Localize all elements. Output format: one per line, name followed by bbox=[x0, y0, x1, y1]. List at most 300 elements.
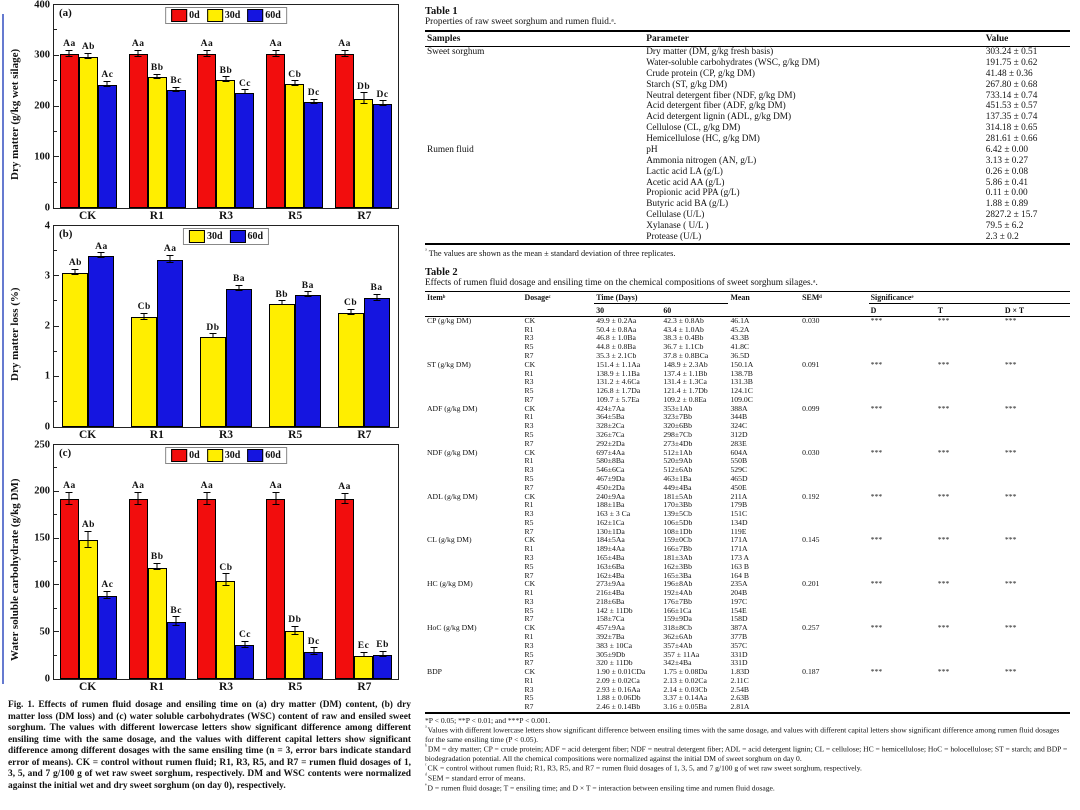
table2-cell bbox=[869, 598, 936, 607]
panel-letter-c: (c) bbox=[59, 447, 72, 459]
table2-cell bbox=[936, 633, 1003, 642]
legend-swatch bbox=[207, 9, 223, 22]
significance-letter: Eb bbox=[376, 640, 389, 651]
table2-cell bbox=[425, 475, 523, 484]
table1-cell bbox=[425, 156, 644, 167]
y-axis-label: Dry matter loss (%) bbox=[9, 287, 21, 382]
bar-group bbox=[123, 445, 192, 679]
chart-dm-loss bbox=[8, 219, 415, 444]
table2-cell: 0.187 bbox=[802, 668, 820, 677]
y-tick-label: 150 bbox=[34, 532, 50, 544]
table2-cell bbox=[869, 334, 936, 343]
table2-cell bbox=[869, 554, 936, 563]
table2-cell bbox=[936, 326, 1003, 335]
table2-row bbox=[425, 694, 1070, 703]
table2-cell bbox=[425, 387, 523, 396]
bar-60d bbox=[226, 289, 252, 427]
table2-cell: 357C bbox=[730, 641, 748, 650]
table2-cell: R5 bbox=[524, 606, 534, 615]
table2-cell: 158±7Ca bbox=[596, 615, 625, 624]
table2-cell bbox=[425, 343, 523, 352]
table2-cell bbox=[800, 413, 869, 422]
table2-cell: 36.7 ± 1.1Cb bbox=[663, 343, 704, 352]
table2-cell: 383 ± 10Ca bbox=[596, 641, 633, 650]
table1-cell: Sweet sorghum bbox=[427, 47, 485, 57]
table2-cell bbox=[936, 501, 1003, 510]
table1-cell: Water-soluble carbohydrates (WSC, g/kg DM) bbox=[646, 57, 820, 68]
footnote-marker: ᵉ bbox=[425, 782, 427, 789]
table1-cell bbox=[425, 69, 644, 80]
table1-cell: Dry matter (DM, g/kg fresh basis) bbox=[646, 47, 774, 57]
bar-60d bbox=[295, 295, 321, 427]
significance-letter: Dc bbox=[376, 89, 389, 100]
table2-header-dxt: D × T bbox=[1003, 304, 1070, 317]
table2-cell: 424±7Aa bbox=[596, 404, 625, 413]
table2-cell: 529C bbox=[730, 466, 748, 475]
table2-row bbox=[425, 501, 1070, 510]
y-tick-label: 300 bbox=[34, 49, 50, 61]
table1-cell: Protease (U/L) bbox=[646, 231, 702, 242]
table2-cell bbox=[425, 615, 523, 624]
table2-cell bbox=[869, 519, 936, 528]
table2-cell bbox=[936, 475, 1003, 484]
table2-cell bbox=[1003, 677, 1070, 686]
legend-swatch bbox=[171, 449, 187, 462]
table2-cell bbox=[936, 598, 1003, 607]
table1-cell: 267.80 ± 0.68 bbox=[985, 79, 1038, 90]
error-bar bbox=[310, 647, 317, 655]
bar-0d bbox=[335, 54, 354, 208]
error-bar bbox=[72, 269, 79, 275]
legend bbox=[165, 447, 287, 464]
table2-cell bbox=[936, 519, 1003, 528]
bar-60d bbox=[98, 596, 117, 679]
table2-cell: 467±9Da bbox=[596, 474, 625, 483]
table1-cell: Propionic acid PPA (g/L) bbox=[646, 188, 740, 199]
table2-cell: 235A bbox=[730, 580, 748, 589]
table2-cell bbox=[1003, 651, 1070, 660]
table2-cell bbox=[936, 554, 1003, 563]
table2-row bbox=[425, 457, 1070, 466]
error-bar bbox=[379, 100, 386, 105]
table2-cell bbox=[1003, 326, 1070, 335]
table2-cell bbox=[800, 607, 869, 616]
table2-cell: 357±4Ab bbox=[663, 641, 693, 650]
table1-row bbox=[425, 112, 1070, 123]
table2-cell: 176±7Bb bbox=[663, 597, 692, 606]
table1-cell bbox=[425, 58, 644, 69]
table1-cell: 0.11 ± 0.00 bbox=[985, 188, 1028, 199]
table2-cell: 377B bbox=[730, 633, 748, 641]
table2-cell: 3.37 ± 0.14Aa bbox=[663, 694, 708, 703]
table2-cell bbox=[869, 677, 936, 686]
table2-cell bbox=[425, 334, 523, 343]
table2-row bbox=[425, 615, 1070, 624]
table2-cell: 450±2Da bbox=[596, 483, 625, 492]
y-tick-label: 1 bbox=[44, 370, 50, 382]
significance-letter: Aa bbox=[131, 39, 145, 50]
chart-dry-matter bbox=[8, 0, 415, 225]
error-bar bbox=[373, 294, 380, 301]
y-tick-label: 0 bbox=[44, 672, 50, 684]
table1-cell: Neutral detergent fiber (NDF, g/kg DM) bbox=[646, 90, 796, 101]
legend-swatch bbox=[207, 449, 223, 462]
table2-cell: 163 B bbox=[730, 562, 750, 571]
table2-cell bbox=[869, 370, 936, 379]
table2-cell: 2.13 ± 0.02Ca bbox=[663, 676, 707, 685]
table2-cell: 0.030 bbox=[802, 316, 820, 325]
table2-row bbox=[425, 361, 1070, 370]
table2-cell: CK bbox=[524, 448, 536, 457]
table2-row bbox=[425, 396, 1070, 405]
legend-entry bbox=[247, 449, 281, 462]
table2-cell bbox=[869, 633, 936, 642]
legend-swatch bbox=[189, 230, 205, 243]
table2-cell bbox=[1003, 370, 1070, 379]
bar-group bbox=[54, 5, 123, 208]
table2-row bbox=[425, 370, 1070, 379]
table2-label: Table 2 bbox=[425, 266, 458, 278]
significance-letter: Aa bbox=[269, 481, 283, 492]
table2-cell: R7 bbox=[524, 395, 534, 404]
table2-cell: R5 bbox=[524, 431, 534, 440]
table2-row bbox=[425, 703, 1070, 713]
table2-cell: 450E bbox=[730, 483, 747, 492]
x-tick-label: R7 bbox=[357, 429, 372, 441]
legend-label: 30d bbox=[224, 450, 241, 461]
table2-cell bbox=[936, 484, 1003, 493]
table2-cell: R3 bbox=[524, 466, 534, 475]
table2-cell: 0.257 bbox=[802, 624, 820, 633]
panel-letter-a: (a) bbox=[59, 7, 72, 19]
bar-30d bbox=[354, 656, 373, 679]
table2 bbox=[425, 291, 1070, 714]
x-tick-label: R5 bbox=[288, 681, 303, 693]
table2-row bbox=[425, 572, 1070, 581]
table2-cell bbox=[869, 466, 936, 475]
table2-cell: 3.16 ± 0.05Ba bbox=[663, 703, 707, 712]
table2-footnote bbox=[425, 716, 1070, 725]
table1-row bbox=[425, 210, 1070, 221]
error-bar bbox=[85, 53, 92, 59]
bar-slot bbox=[373, 5, 392, 208]
table2-cell: R3 bbox=[524, 553, 534, 562]
table2-cell: CK bbox=[524, 360, 536, 369]
table2-cell: *** bbox=[1004, 536, 1017, 545]
table2-cell bbox=[800, 694, 869, 703]
table1-row bbox=[425, 232, 1070, 244]
table2-header-60: 60 bbox=[661, 304, 728, 317]
table2-cell: 196±8Ab bbox=[663, 580, 693, 589]
significance-letter: Dc bbox=[307, 636, 320, 647]
y-tick-label: 200 bbox=[34, 100, 50, 112]
table2-cell bbox=[936, 396, 1003, 405]
bar-group bbox=[123, 5, 192, 208]
table2-cell bbox=[869, 545, 936, 554]
table2-cell bbox=[425, 694, 523, 703]
table2-header-time: Time (Days) bbox=[594, 291, 728, 304]
significance-letter: Aa bbox=[338, 39, 351, 50]
x-tick-label: R1 bbox=[149, 681, 164, 693]
table2-cell bbox=[800, 554, 869, 563]
table2-cell: 463±1Ba bbox=[663, 474, 692, 483]
table2-cell: 142 ± 11Db bbox=[596, 606, 633, 615]
bar-60d bbox=[235, 645, 254, 679]
table2-cell bbox=[425, 659, 523, 668]
table2-cell bbox=[1003, 413, 1070, 422]
table2-cell: *** bbox=[937, 492, 950, 501]
table1-cell: Hemicellulose (HC, g/kg DM) bbox=[646, 134, 760, 144]
table2-cell: 181±5Ab bbox=[663, 492, 693, 501]
bar-slot bbox=[98, 445, 117, 679]
bar-slot bbox=[197, 5, 216, 208]
table1-cell: 2.3 ± 0.2 bbox=[985, 231, 1019, 242]
table2-cell: 0.145 bbox=[802, 536, 820, 545]
table2-cell: 134D bbox=[730, 518, 748, 527]
table2-cell bbox=[1003, 633, 1070, 642]
table1-cell bbox=[425, 210, 644, 221]
table2-footnote bbox=[425, 763, 1070, 773]
table2-cell bbox=[800, 651, 869, 660]
table1-cell: 5.86 ± 0.41 bbox=[985, 177, 1029, 188]
table2-cell bbox=[800, 431, 869, 440]
table1-header-value: Value bbox=[984, 31, 1070, 47]
table2-cell bbox=[936, 686, 1003, 695]
bar-group bbox=[260, 445, 329, 679]
table2-cell: 119E bbox=[730, 527, 747, 536]
table2-cell: 42.3 ± 0.8Ab bbox=[663, 316, 704, 325]
bar-30d bbox=[269, 304, 295, 427]
legend-entry bbox=[207, 449, 241, 462]
table2-cell bbox=[425, 326, 523, 335]
table2-cell: 364±5Ba bbox=[596, 413, 625, 422]
table2-row bbox=[425, 449, 1070, 458]
significance-letter: Dc bbox=[307, 88, 320, 99]
error-bar bbox=[98, 252, 105, 258]
table2-cell bbox=[800, 396, 869, 405]
significance-letter: Cc bbox=[238, 630, 252, 640]
table2-cell: *** bbox=[937, 580, 950, 589]
table2-row bbox=[425, 545, 1070, 554]
significance-letter: Cb bbox=[137, 302, 151, 313]
table2-row bbox=[425, 659, 1070, 668]
table1-cell: Acetic acid AA (g/L) bbox=[646, 177, 725, 188]
table2-cell: 131.3B bbox=[730, 378, 753, 387]
bar-slot bbox=[335, 445, 354, 679]
table2-cell: CK bbox=[524, 316, 536, 325]
table2-cell bbox=[425, 370, 523, 379]
table2-cell bbox=[936, 378, 1003, 387]
error-bar bbox=[167, 255, 174, 263]
table2-cell bbox=[869, 615, 936, 624]
table2-cell bbox=[800, 659, 869, 668]
bar-slot bbox=[167, 5, 186, 208]
table2-row bbox=[425, 668, 1070, 677]
table2-cell bbox=[936, 607, 1003, 616]
table2-cell bbox=[800, 686, 869, 695]
table2-cell bbox=[869, 501, 936, 510]
x-tick-label: R1 bbox=[149, 429, 164, 441]
table2-cell: CL (g/kg DM) bbox=[427, 536, 472, 545]
table2-cell: CK bbox=[524, 624, 536, 633]
table2-cell bbox=[425, 598, 523, 607]
table1-row bbox=[425, 58, 1070, 69]
table1-cell: 733.14 ± 0.74 bbox=[985, 90, 1038, 101]
table2-cell: 159±9Da bbox=[663, 615, 692, 624]
significance-letter: Bc bbox=[170, 605, 182, 616]
table2-cell: 166±7Bb bbox=[663, 545, 692, 554]
table2-cell bbox=[936, 431, 1003, 440]
table2-cell: R5 bbox=[524, 518, 534, 527]
y-tick-label: 400 bbox=[34, 0, 50, 10]
table2-cell bbox=[425, 378, 523, 387]
table2-cell: 298±7Cb bbox=[663, 431, 692, 440]
table2-cell: *** bbox=[937, 624, 950, 633]
table2-cell: ADL (g/kg DM) bbox=[427, 492, 478, 501]
table2-cell: 171A bbox=[730, 545, 748, 554]
bar-30d bbox=[354, 99, 373, 208]
table1-row bbox=[425, 69, 1070, 80]
table2-cell: 44.8 ± 0.8Ba bbox=[596, 343, 636, 352]
significance-letter: Aa bbox=[269, 39, 283, 50]
table1-cell: 137.35 ± 0.74 bbox=[985, 112, 1038, 123]
x-tick-label: R3 bbox=[218, 429, 234, 441]
table1-cell: Starch (ST, g/kg DM) bbox=[646, 79, 728, 90]
bar-slot bbox=[129, 445, 148, 679]
table2-cell bbox=[800, 677, 869, 686]
table2-cell: 273±4Db bbox=[663, 439, 693, 448]
bar-slot bbox=[79, 445, 98, 679]
table2-cell: 45.2A bbox=[730, 325, 750, 334]
legend bbox=[183, 228, 269, 245]
table2-row bbox=[425, 405, 1070, 414]
table1-cell: 303.24 ± 0.51 bbox=[985, 47, 1038, 57]
table2-cell: R7 bbox=[524, 439, 534, 448]
table2-cell bbox=[800, 352, 869, 361]
table2-cell: R7 bbox=[524, 571, 534, 580]
table1-cell: Acid detergent fiber (ADF, g/kg DM) bbox=[646, 101, 786, 112]
significance-letter: Aa bbox=[200, 39, 214, 50]
x-tick-label: CK bbox=[78, 681, 97, 693]
table2-cell: R3 bbox=[524, 422, 534, 431]
table2-cell bbox=[425, 677, 523, 686]
bar-30d bbox=[216, 581, 235, 679]
table2-footnote bbox=[425, 773, 1070, 783]
bar-30d bbox=[79, 540, 98, 679]
significance-letter: Cb bbox=[219, 562, 233, 573]
bar-0d bbox=[266, 499, 285, 679]
bar-60d bbox=[373, 655, 392, 679]
bar-slot bbox=[88, 226, 114, 427]
x-axis-labels-c bbox=[53, 680, 399, 696]
table2-cell bbox=[936, 370, 1003, 379]
table2-cell bbox=[936, 572, 1003, 581]
table2-cell bbox=[425, 440, 523, 449]
significance-letter: Aa bbox=[63, 39, 76, 50]
table1-row bbox=[425, 123, 1070, 134]
legend-swatch bbox=[171, 9, 187, 22]
table2-cell bbox=[936, 466, 1003, 475]
table2-cell bbox=[800, 510, 869, 519]
table2-cell: 512±6Ab bbox=[663, 466, 693, 475]
error-bar bbox=[222, 76, 229, 82]
footnote-marker: ᵃ bbox=[425, 725, 427, 732]
table2-cell: 604A bbox=[730, 448, 748, 457]
bar-slot bbox=[60, 5, 79, 208]
table2-cell: R5 bbox=[524, 694, 534, 703]
bar-slot bbox=[235, 445, 254, 679]
bar-30d bbox=[216, 80, 235, 208]
legend-label: 0d bbox=[189, 10, 200, 21]
table2-cell bbox=[1003, 589, 1070, 598]
table2-cell: 126.8 ± 1.7Da bbox=[596, 387, 641, 396]
table2-cell: 344B bbox=[730, 413, 748, 422]
error-bar bbox=[104, 81, 111, 87]
table2-cell: 150.1A bbox=[730, 360, 754, 369]
table2-cell bbox=[869, 457, 936, 466]
table2-cell: 163±6Ba bbox=[596, 562, 625, 571]
table2-cell: *** bbox=[1004, 492, 1017, 501]
table2-row bbox=[425, 536, 1070, 545]
bar-0d bbox=[197, 499, 216, 679]
table2-cell: 216±4Ba bbox=[596, 589, 625, 598]
table2-cell: 362±6Ab bbox=[663, 633, 693, 641]
table2-cell: *** bbox=[870, 624, 883, 633]
table2-cell: 106±5Db bbox=[663, 518, 693, 527]
table2-cell bbox=[869, 326, 936, 335]
table2-cell: 38.3 ± 0.4Bb bbox=[663, 334, 704, 343]
table2-cell: 318±8Cb bbox=[663, 624, 692, 633]
bar-groups bbox=[54, 5, 398, 208]
table2-cell: 179B bbox=[730, 501, 748, 510]
footnote-text: The values are shown as the mean ± standard deviation of three replicates. bbox=[428, 248, 676, 258]
table2-cell: ST (g/kg DM) bbox=[427, 360, 471, 369]
bar-0d bbox=[197, 54, 216, 208]
bar-60d bbox=[157, 260, 183, 427]
table2-row bbox=[425, 598, 1070, 607]
error-bar bbox=[135, 492, 142, 505]
table2-cell: 1.83D bbox=[730, 668, 750, 677]
table2-cell: R3 bbox=[524, 378, 534, 387]
error-bar bbox=[203, 50, 210, 57]
table2-row bbox=[425, 686, 1070, 695]
x-axis-labels-a bbox=[53, 209, 399, 225]
table2-cell bbox=[1003, 510, 1070, 519]
significance-letter: Db bbox=[288, 615, 302, 626]
table2-cell: 328±2Ca bbox=[596, 422, 625, 431]
table2-cell: 130±1Da bbox=[596, 527, 625, 536]
table2-cell: 292±2Da bbox=[596, 439, 625, 448]
x-tick-label: CK bbox=[78, 429, 97, 441]
table2-cell: R1 bbox=[524, 501, 534, 510]
table1-cell bbox=[425, 167, 644, 178]
table2-cell: *** bbox=[1004, 448, 1017, 457]
table2-header-dosage: Dosageᶜ bbox=[523, 291, 595, 316]
table2-cell bbox=[869, 413, 936, 422]
significance-letter: Ab bbox=[81, 520, 95, 531]
bar-slot bbox=[216, 5, 235, 208]
table1-cell bbox=[425, 112, 644, 123]
table2-cell: R5 bbox=[524, 650, 534, 659]
footnote-marker: ᵇ bbox=[425, 744, 427, 751]
table1-row bbox=[425, 101, 1070, 112]
table2-cell: 0.030 bbox=[802, 448, 820, 457]
error-bar bbox=[272, 50, 279, 57]
table2-footnote bbox=[425, 725, 1070, 744]
table2-cell bbox=[869, 694, 936, 703]
table2-cell bbox=[869, 352, 936, 361]
error-bar bbox=[272, 492, 279, 505]
